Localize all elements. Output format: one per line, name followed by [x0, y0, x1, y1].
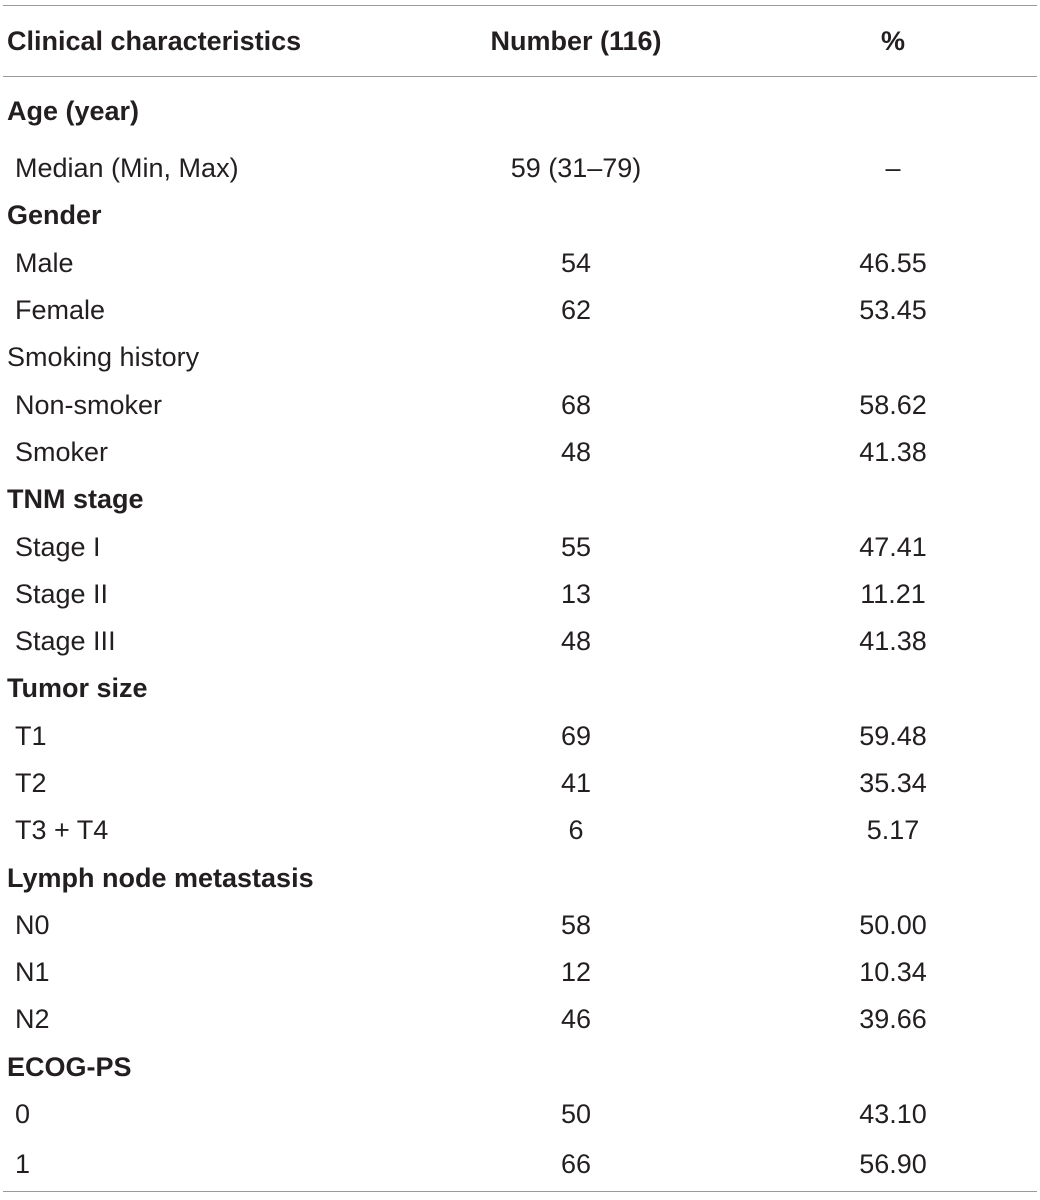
row-label: N0 [15, 909, 50, 940]
data-table-body [3, 77, 1037, 1191]
row-label: Female [15, 295, 106, 326]
row-number: 54 [560, 247, 592, 278]
header-row [3, 6, 1037, 76]
row-percent: 43.10 [859, 1099, 927, 1130]
row-number: 58 [560, 909, 592, 940]
row-label: Gender [7, 200, 102, 231]
row-number: 6 [568, 815, 584, 846]
table-row [3, 287, 1037, 334]
row-number: 59 (31–79) [510, 153, 642, 184]
header-percent: % [880, 25, 905, 56]
row-number: 50 [560, 1099, 592, 1130]
table-row [3, 618, 1037, 665]
header-clinical-characteristics: Clinical characteristics [7, 25, 302, 56]
table-row [3, 240, 1037, 287]
row-percent: 47.41 [859, 531, 927, 562]
row-percent: 10.34 [859, 957, 927, 988]
row-number [403, 192, 749, 239]
row-label: Stage II [15, 578, 109, 609]
row-percent [749, 192, 1037, 239]
row-number: 13 [560, 578, 592, 609]
row-percent: 58.62 [859, 389, 927, 420]
row-percent [749, 665, 1037, 712]
row-percent: 41.38 [859, 436, 927, 467]
table-row [3, 523, 1037, 570]
table-row [3, 807, 1037, 854]
table-group-row [3, 854, 1037, 901]
table-group-row [3, 77, 1037, 145]
row-number: 68 [560, 389, 592, 420]
table-row [3, 1138, 1037, 1191]
row-number: 41 [560, 768, 592, 798]
table-group-row [3, 665, 1037, 712]
row-number: 46 [560, 1004, 592, 1035]
row-label: ECOG-PS [7, 1051, 132, 1082]
table-row [3, 571, 1037, 618]
row-label: N1 [15, 957, 50, 988]
row-label: T2 [15, 768, 47, 798]
row-label: Stage I [15, 531, 101, 562]
row-percent: 53.45 [859, 295, 927, 326]
row-percent: 50.00 [859, 909, 927, 940]
row-percent: 39.66 [859, 1004, 927, 1035]
row-number: 48 [560, 626, 592, 657]
table-row [3, 145, 1037, 192]
row-number [403, 476, 749, 523]
row-percent [749, 77, 1037, 145]
table-group-row [3, 192, 1037, 239]
header-number: Number (116) [490, 25, 662, 56]
row-percent: 11.21 [860, 578, 926, 609]
table-row [3, 713, 1037, 760]
row-percent [749, 854, 1037, 901]
table-header [3, 6, 1037, 76]
row-label: Lymph node metastasis [7, 862, 314, 893]
row-number [403, 665, 749, 712]
table-body [3, 77, 1037, 1191]
row-label: Male [15, 247, 74, 278]
row-percent [749, 334, 1037, 381]
row-percent: – [885, 153, 901, 184]
row-number: 66 [560, 1149, 592, 1180]
table-row [3, 381, 1037, 428]
row-label: 1 [15, 1149, 31, 1180]
row-percent: 56.90 [859, 1149, 927, 1180]
row-number [403, 854, 749, 901]
row-number: 48 [560, 436, 592, 467]
table-group-row [3, 476, 1037, 523]
row-label: 0 [15, 1099, 31, 1130]
row-label: N2 [15, 1004, 50, 1035]
table-group-row [3, 1044, 1037, 1091]
row-percent: 59.48 [859, 720, 927, 751]
row-label: Tumor size [7, 673, 148, 704]
table-row [3, 949, 1037, 996]
row-label: Median (Min, Max) [15, 153, 239, 184]
table-row [3, 760, 1037, 807]
table-row [3, 429, 1037, 476]
data-table [3, 6, 1037, 76]
table-row [3, 902, 1037, 949]
table-row [3, 996, 1037, 1043]
table-row [3, 1091, 1037, 1138]
row-label: T1 [15, 720, 47, 751]
table-bottom-rule [3, 1191, 1037, 1192]
row-label: Stage III [15, 626, 116, 657]
row-label: Smoking history [7, 342, 200, 373]
row-percent: 35.34 [859, 768, 927, 798]
row-label: Age (year) [7, 95, 140, 126]
row-percent: 46.55 [859, 247, 927, 278]
table-group-row [3, 334, 1037, 381]
row-label: Non-smoker [15, 389, 163, 420]
clinical-characteristics-table [3, 5, 1037, 1192]
row-percent: 41.38 [859, 626, 927, 657]
row-label: T3 + T4 [15, 815, 109, 846]
row-number: 62 [560, 295, 592, 326]
row-number: 69 [560, 720, 592, 751]
row-number [403, 1044, 749, 1091]
row-number [403, 334, 749, 381]
row-percent [749, 1044, 1037, 1091]
row-number: 55 [560, 531, 592, 562]
row-number [403, 77, 749, 145]
row-label: TNM stage [7, 484, 144, 515]
row-number: 12 [560, 957, 592, 988]
row-percent [749, 476, 1037, 523]
row-label: Smoker [15, 436, 109, 467]
row-percent: 5.17 [866, 815, 920, 846]
